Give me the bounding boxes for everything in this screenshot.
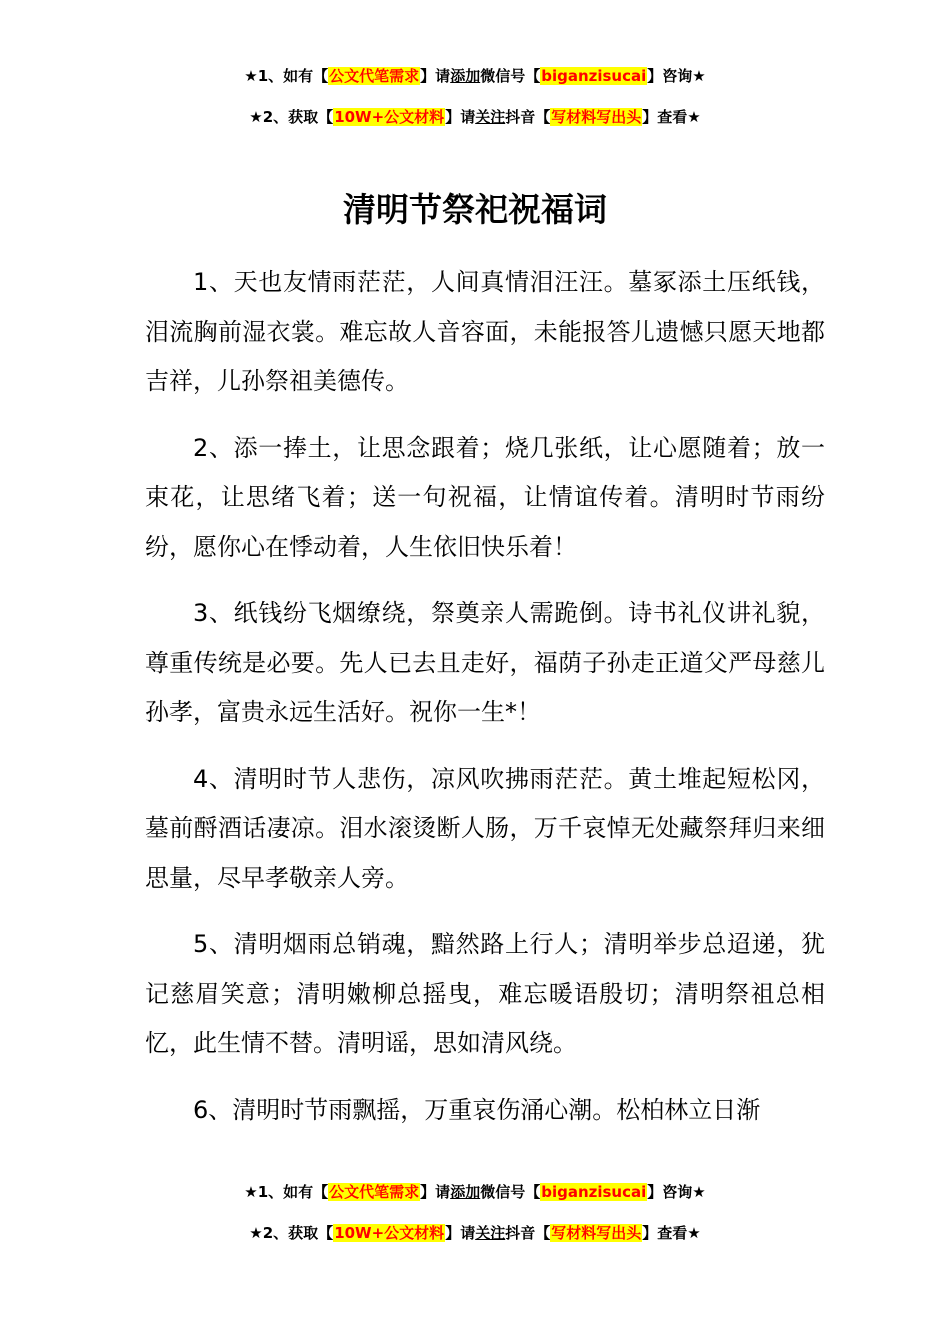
banner-highlight: 写材料写出头 bbox=[551, 1224, 642, 1242]
banner-text: 】请 bbox=[420, 1183, 451, 1201]
banner-text: 微信号【 bbox=[480, 67, 541, 85]
banner-line-2 bbox=[0, 107, 950, 127]
banner-highlight: 公文代笔需求 bbox=[329, 67, 420, 85]
banner-line-1 bbox=[0, 66, 950, 86]
banner-highlight: 10W+公文材料 bbox=[334, 108, 445, 126]
banner-highlight: 10W+公文材料 bbox=[334, 1224, 445, 1242]
banner-text: 抖音【 bbox=[505, 108, 551, 126]
banner-text: ★1、如有【 bbox=[244, 67, 329, 85]
paragraph-5: 5、清明烟雨总销魂，黯然路上行人；清明举步总迢递，犹记慈眉笑意；清明嫩柳总摇曳，难忘暖语殷切；清明祭祖总相忆，此生情不替。清明谣，思如清风绕。 bbox=[145, 930, 825, 1057]
banner-emphasis: 添加 bbox=[450, 67, 481, 85]
banner-text: ★2、获取【 bbox=[249, 1224, 334, 1242]
paragraph-2: 2、添一捧土，让思念跟着；烧几张纸，让心愿随着；放一束花，让思绪飞着；送一句祝福，让情谊传着。清明时节雨纷纷，愿你心在悸动着，人生依旧快乐着！ bbox=[145, 433, 825, 561]
document-title: 清明节祭祀祝福词 bbox=[343, 190, 607, 229]
banner-text: 】请 bbox=[420, 67, 451, 85]
banner-text: 】咨询★ bbox=[647, 67, 706, 85]
banner-emphasis: 关注 bbox=[475, 108, 506, 126]
banner-highlight: biganzisucai bbox=[541, 1183, 647, 1201]
banner-text: 】请 bbox=[445, 1224, 476, 1242]
banner-highlight: 写材料写出头 bbox=[551, 108, 642, 126]
document-body bbox=[145, 258, 825, 1152]
paragraph-4: 4、清明时节人悲伤，凉风吹拂雨茫茫。黄土堆起短松冈，墓前酹酒话凄凉。泪水滚烫断人肠，万千哀悼无处藏祭拜归来细思量，尽早孝敬亲人旁。 bbox=[145, 764, 825, 892]
banner-text: 】查看★ bbox=[642, 1224, 701, 1242]
banner-text: ★2、获取【 bbox=[249, 108, 334, 126]
paragraph-3: 3、纸钱纷飞烟缭绕，祭奠亲人需跪倒。诗书礼仪讲礼貌，尊重传统是必要。先人已去且走好，福荫子孙走正道父严母慈儿孙孝，富贵永远生活好。祝你一生*！ bbox=[145, 599, 825, 726]
banner-text: 】咨询★ bbox=[647, 1183, 706, 1201]
banner-emphasis: 关注 bbox=[475, 1224, 506, 1242]
banner-emphasis: 添加 bbox=[450, 1183, 481, 1201]
banner-line-1 bbox=[0, 1182, 950, 1202]
banner-text: 抖音【 bbox=[505, 1224, 551, 1242]
banner-text: 】请 bbox=[445, 108, 476, 126]
banner-text: 微信号【 bbox=[480, 1183, 541, 1201]
banner-text: ★1、如有【 bbox=[244, 1183, 329, 1201]
banner-text: 】查看★ bbox=[642, 108, 701, 126]
paragraph-1: 1、天也友情雨茫茫，人间真情泪汪汪。墓冢添土压纸钱，泪流胸前湿衣裳。难忘故人音容面，未能报答儿遗憾只愿天地都吉祥，儿孙祭祖美德传。 bbox=[145, 268, 825, 395]
banner-line-2 bbox=[0, 1223, 950, 1243]
header-banner bbox=[0, 66, 950, 127]
banner-highlight: 公文代笔需求 bbox=[329, 1183, 420, 1201]
footer-banner bbox=[0, 1182, 950, 1243]
paragraph-6: 6、清明时节雨飘摇，万重哀伤涌心潮。松柏林立日渐 bbox=[193, 1095, 761, 1124]
banner-highlight: biganzisucai bbox=[541, 67, 647, 85]
